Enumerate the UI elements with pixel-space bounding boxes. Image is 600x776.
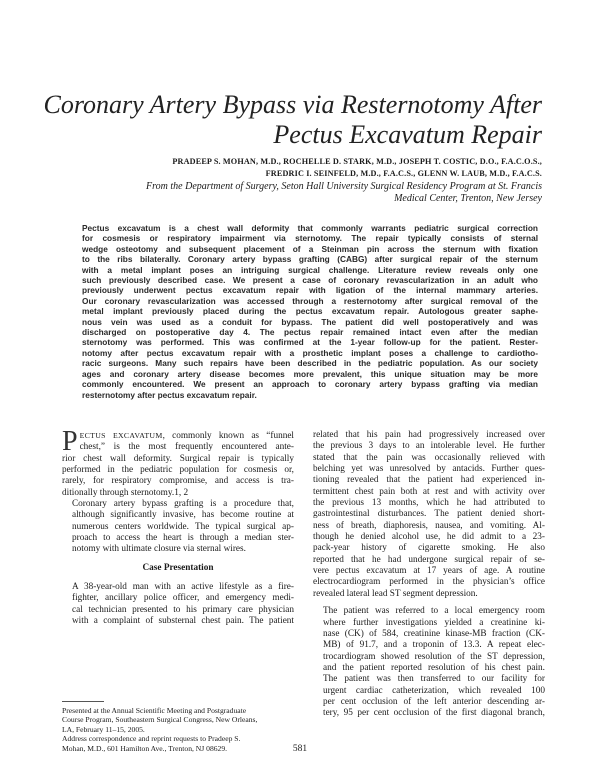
title-line-1: Coronary Artery Bypass via Resternotomy After: [43, 90, 542, 119]
abstract-line: previously underwent pectus excavatum repair with ligation of the internal mammary arteries.: [82, 285, 538, 296]
affiliation: [102, 181, 542, 205]
text-line: The patient was referred to a local emergency room: [323, 606, 545, 617]
text-line: notomy with ultimate closure via sternal wires.: [72, 544, 246, 555]
text-line: and the patient reported resolution of his chest pain.: [323, 662, 545, 673]
cabg-paragraph: [62, 499, 294, 556]
text-line: the previous 13 months, which he had attributed to: [313, 498, 545, 509]
history-paragraph: [313, 430, 545, 600]
affiliation-line-2: Medical Center, Trenton, New Jersey: [394, 193, 542, 204]
abstract-line: nous vein was used as a conduit for bypass. The patient did well postoperatively and was: [82, 316, 538, 327]
footnote-line: Course Program, Southeastern Surgical Congress, New Orleans,: [62, 715, 258, 725]
abstract-line: for cosmesis or respiratory impairment via sternotomy. The repair typically consists of sternal: [82, 233, 538, 244]
abstract-line: notomy after pectus excavatum repair with a prosthetic implant poses a challenge to cardiotho-: [82, 347, 538, 358]
abstract-line: with a metal implant poses an intriguing surgical challenge. Literature review reveals only one: [82, 264, 538, 275]
text-line: with a complaint of substernal chest pain. The patient: [72, 616, 294, 627]
text-line: A 38-year-old man with an active lifestyle as a fire-: [72, 582, 294, 593]
text-line: tioning revealed that the patient had experienced in-: [313, 475, 545, 486]
text-line: where further investigations yielded a creatinine ki-: [323, 617, 545, 628]
text-line: although significantly invasive, has become routine at: [72, 510, 294, 521]
drop-cap: P: [62, 426, 78, 457]
footnote-divider: [62, 701, 104, 702]
abstract-line: sternotomy was performed. This was confirmed at the 1-year follow-up for the patient. Rester-: [82, 337, 538, 348]
text-line: vere pectus excavatum at 17 years of age. A routine: [313, 566, 545, 577]
abstract-line: such previously described case. We present a case of coronary revascularization in an adult who: [82, 275, 538, 286]
text-line: related that his pain had progressively increased over: [313, 430, 545, 440]
text-line: the previous 3 days to an intolerable level. He further: [313, 441, 545, 452]
text-line: The patient was then transferred to our facility for: [323, 674, 545, 685]
text-line: Coronary artery bypass grafting is a procedure that,: [72, 499, 294, 510]
text-line: revealed lateral lead ST segment depression.: [313, 588, 478, 599]
footnote-line: Presented at the Annual Scientific Meeting and Postgraduate: [62, 706, 247, 715]
text-line: belching yet was unresolved by antacids. Further ques-: [313, 464, 545, 475]
title-line-2: Pectus Excavatum Repair: [273, 120, 542, 149]
abstract: [82, 223, 538, 400]
intro-smallcaps: ECTUS EXCAVATUM: [79, 431, 163, 440]
page-number: 581: [292, 744, 308, 754]
authors-line-1: PRADEEP S. MOHAN, M.D., ROCHELLE D. STARK, M.D., JOSEPH T. COSTIC, D.O., F.A.C.O.S.,: [172, 157, 542, 166]
text-line: pack-year history of cigarette smoking. He also: [313, 543, 545, 554]
text-line: urgent cardiac catheterization, which revealed 100: [323, 685, 545, 696]
text-line: nase (CK) of 584, creatinine kinase-MB fraction (CK-: [323, 628, 545, 639]
text-line: numerous centers worldwide. The typical surgical ap-: [72, 521, 294, 532]
affiliation-line-1: From the Department of Surgery, Seton Hall University Surgical Residency Program at St. Francis: [146, 181, 542, 192]
case-paragraph: [62, 582, 294, 627]
intro-line-1-text: , commonly known as “funnel: [162, 431, 294, 441]
text-line: though he denied alcohol use, he did admit to a 23-: [313, 532, 545, 543]
text-line: MB) of 91.7, and a troponin of 13.3. A repeat elec-: [323, 640, 545, 651]
abstract-line: commonly encountered. We present an approach to coronary artery bypass grafting via median: [82, 379, 538, 390]
text-line: reported that he had undergone surgical repair of se-: [313, 554, 545, 565]
left-column: [62, 426, 294, 628]
abstract-line: Our coronary revascularization was accessed through a resternotomy after surgical removal of the: [82, 295, 538, 306]
text-line: gastrointestinal disturbances. The patient denied short-: [313, 509, 545, 520]
section-heading: Case Presentation: [142, 562, 214, 573]
text-line: fighter, ancillary police officer, and emergency medi-: [72, 593, 294, 604]
text-line: stated that the pain was occasionally relieved with: [313, 452, 545, 463]
abstract-line: resternotomy after pectus excavatum repair.: [82, 389, 257, 400]
footnote-line: Mohan, M.D., 601 Hamilton Ave., Trenton, NJ 08629.: [62, 743, 228, 753]
text-line: electrocardiogram performed in the physician’s office: [313, 577, 545, 588]
intro-paragraph: [62, 426, 294, 499]
author-list: [62, 156, 542, 180]
footnote-line: LA, February 11–15, 2005.: [62, 724, 145, 734]
intro-line-4: performed in the pediatric population for cosmesis or,: [62, 465, 294, 476]
intro-line-3: rior chest wall deformity. Surgical repair is typically: [62, 453, 294, 464]
abstract-line: wedge osteotomy and subsequent placement of a Steinman pin across the sternum with fixation: [82, 243, 538, 254]
text-line: trocardiogram showed resolution of the ST depression,: [323, 651, 545, 662]
text-line: termittent chest pain both at rest and with activity over: [313, 486, 545, 497]
intro-line-5: rarely, for respiratory compromise, and access is tra-: [62, 476, 294, 487]
abstract-line: ages and coronary artery disease becomes more prevalent, this unique situation may be more: [82, 368, 538, 379]
right-column: [313, 430, 545, 720]
footnote-line: Address correspondence and reprint requests to Pradeep S.: [62, 734, 241, 744]
text-line: ness of breath, diaphoresis, nausea, and vomiting. Al-: [313, 520, 545, 531]
intro-line-1: [80, 430, 294, 442]
abstract-line: to the ribs bilaterally. Coronary artery bypass grafting (CABG) after surgical repair of the sternum: [82, 254, 538, 265]
intro-line-6: ditionally through sternotomy.1, 2: [62, 487, 189, 498]
abstract-line: racic surgeons. Many such repairs have been described in the pediatric population. As our society: [82, 358, 538, 369]
abstract-line: discharged on postoperative day 4. The pectus repair remained intact even after the median: [82, 327, 538, 338]
intro-line-2: chest,” is the most frequently encountered ante-: [79, 442, 294, 453]
abstract-line: Pectus excavatum is a chest wall deformity that commonly warrants pediatric surgical correction: [82, 223, 538, 233]
workup-paragraph: [313, 606, 545, 719]
authors-line-2: FREDRIC I. SEINFELD, M.D., F.A.C.S., GLENN W. LAUB, M.D., F.A.C.S.: [265, 169, 542, 178]
abstract-line: metal implant previously placed during the pectus excavatum repair. Autologous greater saphe-: [82, 306, 538, 317]
text-line: tery, 95 per cent occlusion of the first diagonal branch,: [323, 708, 545, 719]
text-line: cal technician presented to his primary care physician: [72, 604, 294, 615]
article-title: [40, 90, 542, 150]
text-line: proach to access the heart is through a median ster-: [72, 533, 294, 544]
text-line: per cent occlusion of the left anterior descending ar-: [323, 696, 545, 707]
